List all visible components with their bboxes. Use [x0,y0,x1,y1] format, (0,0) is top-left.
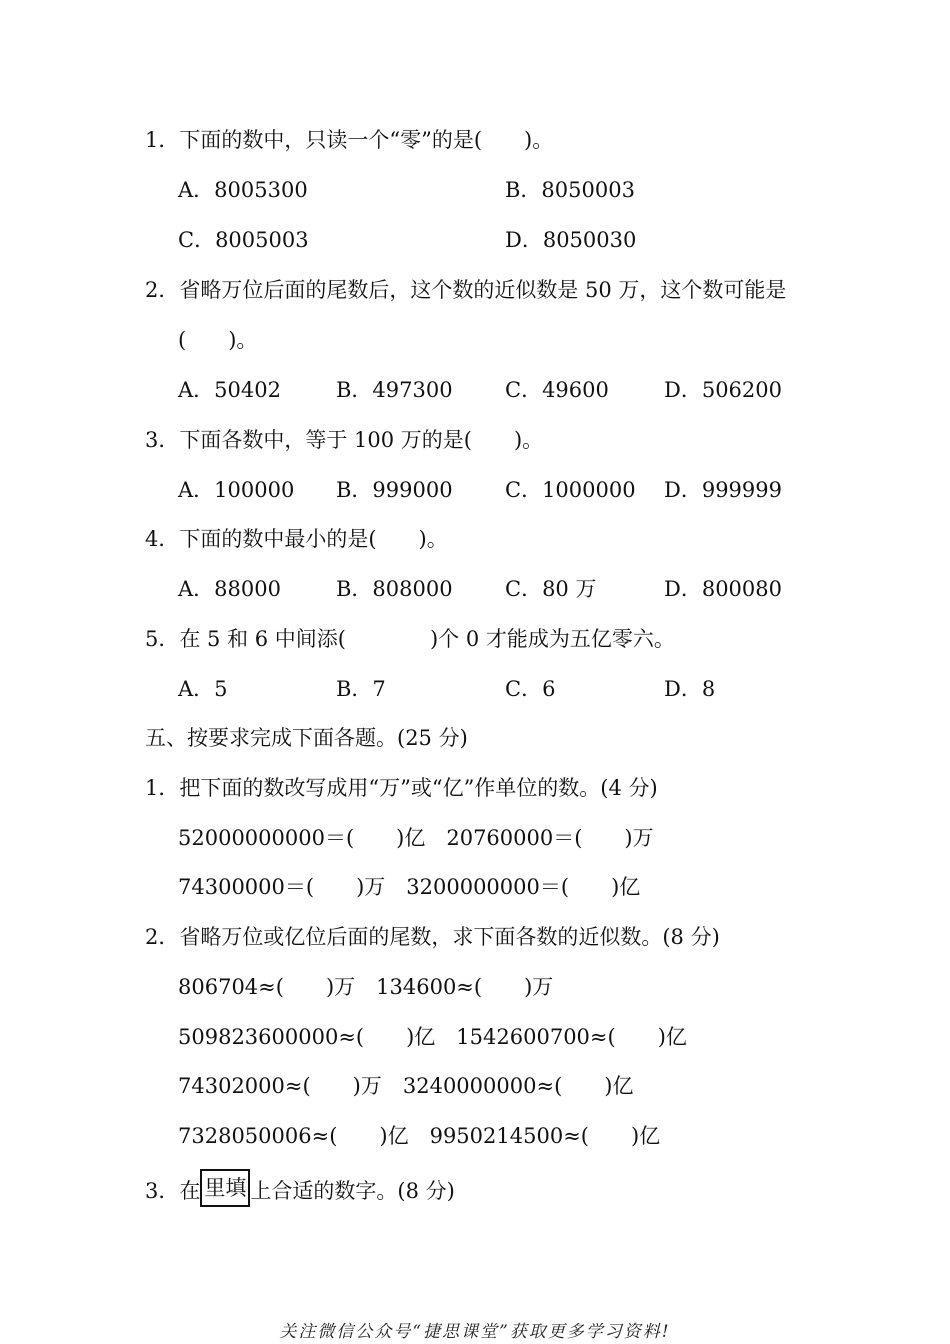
part2-stem: 2．省略万位或亿位后面的尾数，求下面各数的近似数。(8 分) [145,925,720,949]
part1-line-2: 74300000＝( )万 3200000000＝( )亿 [178,875,641,899]
boxed-term: 里填 [200,1169,250,1207]
part2-line-4: 7328050006≈( )亿 9950214500≈( )亿 [178,1124,661,1148]
part2-line-1: 806704≈( )万 134600≈( )万 [178,975,554,999]
q3-option-b: B．999000 [336,478,453,502]
q1-stem: 1．下面的数中，只读一个“零”的是( )。 [145,128,554,152]
part2-line-3: 74302000≈( )万 3240000000≈( )亿 [178,1074,634,1098]
q5-option-c: C．6 [505,677,556,701]
q3-option-c: C．1000000 [505,478,636,502]
q1-option-c: C．8005003 [178,228,309,252]
q3-option-d: D．999999 [664,478,783,502]
q5-option-b: B．7 [336,677,386,701]
q2-option-d: D．506200 [664,378,783,402]
q4-stem: 4．下面的数中最小的是( )。 [145,527,448,551]
part3-suffix: 上合适的数字。(8 分) [250,1179,455,1203]
q4-option-b: B．808000 [336,577,453,601]
part3-stem [145,1172,455,1210]
q2-option-b: B．497300 [336,378,453,402]
part1-stem: 1．把下面的数改写成用“万”或“亿”作单位的数。(4 分) [145,776,658,800]
q2-option-a: A．50402 [178,378,281,402]
section-five-title: 五、按要求完成下面各题。(25 分) [145,726,468,750]
q1-option-b: B．8050003 [505,178,635,202]
q4-option-a: A．88000 [178,577,281,601]
footer-note: 关注微信公众号“捷思课堂”获取更多学习资料! [279,1322,671,1342]
q5-stem: 5．在 5 和 6 中间添( )个 0 才能成为五亿零六。 [145,627,675,651]
part2-line-2: 509823600000≈( )亿 1542600700≈( )亿 [178,1025,687,1049]
q1-option-a: A．8005300 [178,178,308,202]
part3-prefix: 3．在 [145,1179,201,1203]
part1-line-1: 52000000000＝( )亿 20760000＝( )万 [178,826,654,850]
q4-option-c: C．80 万 [505,577,597,601]
q5-option-d: D．8 [664,677,716,701]
q2-option-c: C．49600 [505,378,609,402]
q2-stem: 2．省略万位后面的尾数后，这个数的近似数是 50 万，这个数可能是 [145,278,787,302]
q2-stem-cont: ( )。 [178,328,258,352]
q3-option-a: A．100000 [178,478,295,502]
q1-option-d: D．8050030 [505,228,637,252]
q5-option-a: A．5 [178,677,228,701]
q4-option-d: D．800080 [664,577,783,601]
q3-stem: 3．下面各数中，等于 100 万的是( )。 [145,428,544,452]
